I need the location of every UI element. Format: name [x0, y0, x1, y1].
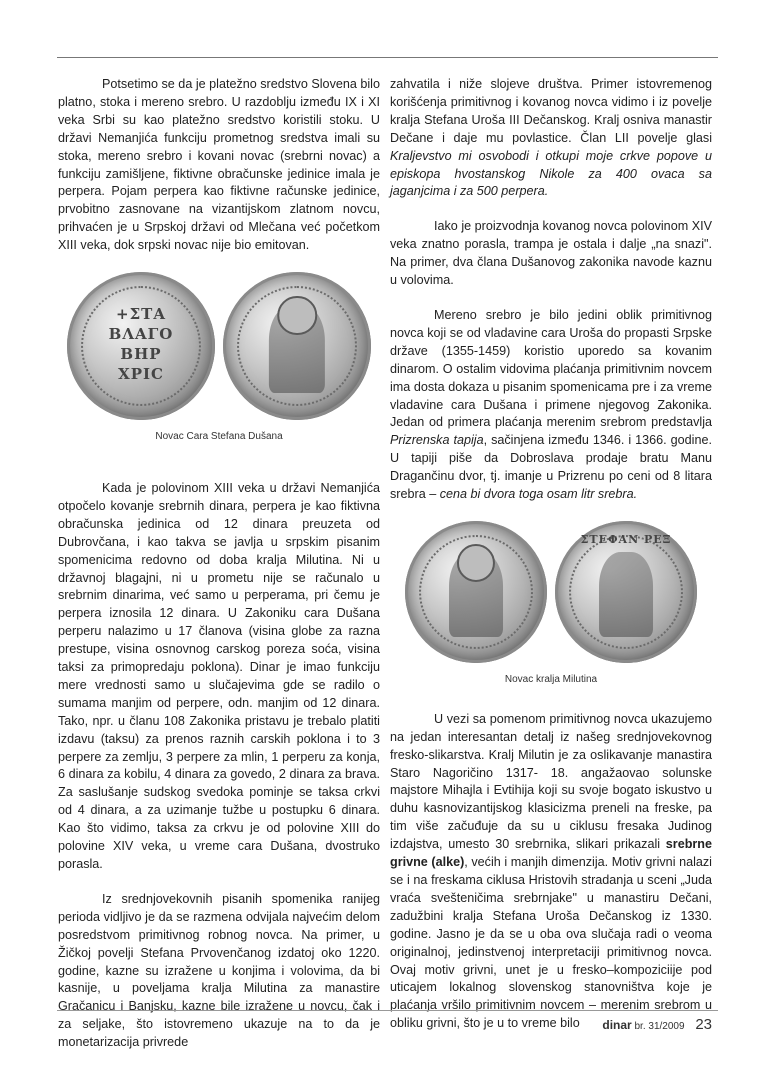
paragraph: zahvatila i niže slojeve društva. Primer istovremenog korišćenja primitivnog i kovanog novca vidimo i iz povelje kralja Stefana Uroša III Dečanskog. Kralj osniva manastir Dečane i daje mu povlastice. Član LII povelje glasi Kraljevstvo mi osvobodi i otkupi moje crkve popove u episkopa hvostanskog Nikole za 400 ovaca sa jaganjcima i za 500 perpera.	[390, 77, 712, 199]
coin-reverse	[223, 272, 371, 420]
coin-legend-line: ΒΛΑΓΟ	[108, 325, 174, 344]
coin-legend: ΣΤΕΦΑΝ ΡΕΞ	[580, 532, 672, 546]
issue-number: br. 31/2009	[634, 1021, 685, 1032]
magazine-name: dinar	[602, 1018, 632, 1032]
coin-legend-line: +ΣΤΑ	[116, 305, 166, 324]
coin-obverse	[405, 521, 547, 663]
paragraph: Potsetimo se da je platežno sredstvo Slovena bilo platno, stoka i mereno srebro. U razdoblju između IX i XI veka Srbi su kao platežno sredstvo koristili stoku. U državi Nemanjića funkciju prometnog sredstva imali su stoka, mereno srebro i kovani novac (srebrni novac) a funkciju zamišljene, fiktivne obračunske jedinice imala je perpera. Pojam perpera kao fiktivne računske jedinice, prvobitno zasnovane na vizantijskom zlatnom novcu, prihvaćen je u Srpskoj državi od Mlečana već početkom XIII veka, dok srpski novac nije bio emitovan.	[58, 77, 380, 253]
left-column	[58, 76, 380, 1052]
coin-image-milutin	[390, 521, 712, 663]
image-caption: Novac kralja Milutina	[504, 673, 598, 685]
paragraph: Iz srednjovekovnih pisanih spomenika ranijeg perioda vidljivo je da se razmena odvijala najvećim delom posredstvom primitivnog robnog novca. Na primer, u Žičkoj povelji Stefana Prvovenčanog izdatoj oko 1220. godine, kazne su izražene u konjima i volovima, da bi kasnije, u poveljama kralja Milutina za manastire Gračanicu i Banjsku, kazne bile izražene u novcu, čak i za seljake, što istovremeno ukazuje na to da je monetarizacija privrede	[58, 891, 380, 1050]
paragraph: Kada je polovinom XIII veka u državi Nemanjića otpočelo kovanje srebrnih dinara, perpera je kao fiktivna obračunska jedinica od 12 dinara preuzeta od Dubrovčana, i kao takva se javlja u srpskim pisanim spomenicima redovno od doba kralja Milutina. Ni u državnoj blagajni, ni u prometu nije se računalo u srebrnim dinarima, već samo u perperama, pri čemu je perpera iznosila 12 dinara. U Zakoniku cara Dušana perperu nalazimo u 17 članova (visina globe za razna prestupe, visina osnovnog carskog poreza soća, visina taksi za primopredaju poklona). Dinar je imao funkciju mere vrednosti samo u slučajevima gde se radilo o sumama manjim od perpere, odn. manjim od 12 dinara. Tako, npr. u članu 108 Zakonika pristavu je trebalo platiti izdavu (taksu) za prenos raznih carskih poklona i to 3 perpere za zemlju, 3 perpere za mlin, 1 perperu za konja, 6 dinara za kobilu, 4 dinara za govedo, 2 dinara za brava. Za saslušanje sudskog svedoka pominje se taksa crkvi od 4 dinara, a za uzimanje tužbe u postupku 6 dinara. Kao što vidimo, taksa za crkvu je od polovine XIII do polovine XIV veka, u vreme cara Dušana, dvostruko porasla.	[58, 480, 380, 871]
page-number: 23	[695, 1016, 712, 1033]
king-figure	[599, 552, 653, 637]
coin-reverse	[555, 521, 697, 663]
coin-image-dusan	[58, 272, 380, 420]
paragraph: Iako je proizvodnja kovanog novca polovinom XIV veka znatno porasla, trampa je ostala i dalje „na snazi". Na primer, dva člana Dušanovog zakonika navode kaznu u volovima.	[390, 219, 712, 288]
coin-legend-line: ΒΗΡ	[120, 345, 162, 364]
coin-obverse	[67, 272, 215, 420]
halo	[457, 544, 495, 582]
bottom-rule	[57, 1010, 718, 1011]
image-caption: Novac Cara Stefana Dušana	[155, 431, 283, 443]
halo	[277, 296, 317, 336]
right-column	[390, 76, 712, 1033]
page-footer	[602, 1016, 712, 1033]
top-rule	[57, 57, 718, 58]
paragraph: U vezi sa pomenom primitivnog novca ukazujemo na jedan interesantan detalj iz našeg srednjovekovnog fresko-slikarstva. Kralj Milutin je za oslikavanje manastira Staro Nagoričino 1317- 18. angažaovao solunske majstore Mihajla i Evtihija koji su svoje bogato iskustvo u duhu kasnovizantijskog klasicizma preneli na freske, pa tim više začuđuje da su u ciklusu fresaka Judinog izdajstva, umesto 30 srebrnika, slikari prikazali srebrne grivne (alke), većih i manjih dimenzija. Motiv grivni nalazi se i na freskama ciklusa Hristovih stradanja u sceni „Juda vraća svešteničima srebrnjake" u manastiru Dečani, zadužbini kralja Stefana Uroša Dečanskog iz 1330. godine. Jasno je da se u oba ova slučaja radi o veoma originalnoj, jedinstvenoj interpretaciji primitivnog novca. Ovaj motiv grivni, unet je u fresko–kompoziciije pod uticajem lokalnog slovenskog stanovništva koje je plaćanja vršilo primitivnim novcem – merenim srebrom u obliku grivni, što je u to vreme bilo	[390, 711, 712, 1031]
coin-legend-line: ΧΡΙС	[118, 365, 164, 384]
paragraph: Mereno srebro je bilo jedini oblik primitivnog novca koji se od vladavine cara Uroša do propasti Srpske države (1355-1459) koristio uporedo sa kovanim dinarom. O ostalim vidovima plaćanja primitivnim novcem ima dosta dokaza u pisanim spomenicama pre i za vreme vladavine cara Dušana i primene njegovog Zakonika. Jedan od primera plaćanja merenim srebrom predstavlja Prizrenska tapija, sačinjena između 1346. i 1366. godine. U tapiji piše da Dobroslava prodaje bratu Manu Dragančinu dvor, tj. imanje u Prizrenu po ceni od 8 litara srebra – cena bi dvora toga osam litr srebra.	[390, 307, 712, 502]
